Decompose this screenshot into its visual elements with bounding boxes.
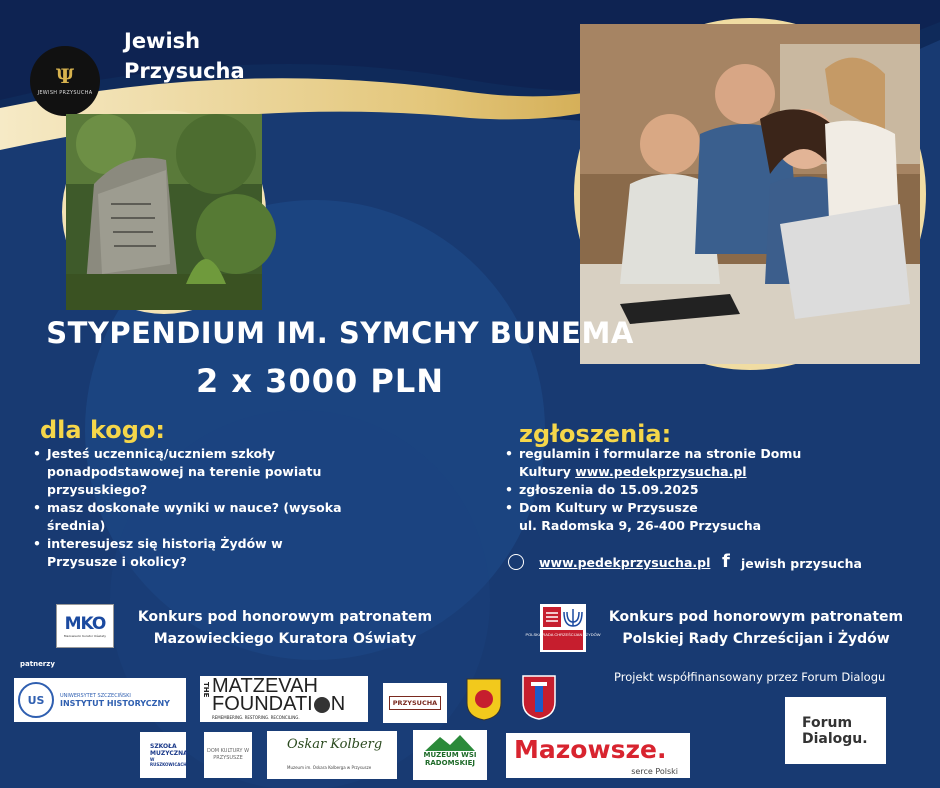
partner-kolberg-logo[interactable]: Oskar Kolberg Muzeum im. Oskara Kolberga w Przysusze [267, 731, 397, 779]
brand-line1: Jewish [124, 29, 201, 53]
menorah-icon: Ψ [55, 64, 75, 88]
address-line2: ul. Radomska 9, 26-400 Przysucha [519, 518, 762, 533]
for-whom-list [33, 445, 343, 571]
patronage-right-line1: Konkurs pod honorowym patronatem [608, 609, 904, 625]
patronage-right-line2: Polskiej Rady Chrześcijan i Żydów [622, 631, 890, 647]
list-item: • interesujesz się historią Żydów w Przysusze i okolicy? [33, 535, 343, 571]
matzevah-line1: MATZEVAH [212, 675, 318, 697]
brand-name [124, 26, 245, 86]
cofinanced-note: Projekt współfinansowany przez Forum Dialogu [614, 670, 886, 684]
przysucha-coat-of-arms [521, 674, 557, 720]
partner-muzeum-wsi-logo[interactable]: MUZEUM WSI RADOMSKIEJ [413, 730, 487, 780]
address-line1: Dom Kultury w Przysusze [519, 500, 698, 515]
forum-dialogu-logo[interactable] [785, 697, 886, 764]
list-item [505, 499, 805, 535]
partner-music-school-logo[interactable]: SZKOŁA MUZYCZNA W RUSZKOWICACH [140, 732, 186, 778]
list-item: • Jesteś uczennicą/uczniem szkoły ponadpodstawowej na terenie powiatu przysuskiego? [33, 445, 343, 499]
list-item [505, 445, 805, 481]
mko-logo: MKO Mazowiecki Kurator Oświaty [56, 604, 114, 648]
brand-line2: Przysucha [124, 59, 245, 83]
patronage-left-line2: Mazowieckiego Kuratora Oświaty [153, 631, 417, 647]
partner-przysucha-logo[interactable]: PRZYSUCHA [383, 683, 447, 723]
logo-caption: JEWISH PRZYSUCHA [37, 90, 93, 96]
prchiz-logo-caption: POLSKA RADA CHRZEŚCIJAN I ŻYDÓW [525, 632, 601, 637]
tombstone-photo [62, 110, 266, 314]
scholarship-amount: 2 x 3000 PLN [195, 362, 444, 400]
patronage-left [125, 606, 445, 650]
us-institute: INSTYTUT HISTORYCZNY [60, 698, 170, 708]
website-link[interactable]: www.pedekprzysucha.pl [539, 555, 711, 570]
matzevah-tag: REMEMBERING. RESTORING. RECONCILING. [212, 715, 300, 720]
applications-heading: zgłoszenia: [519, 420, 672, 448]
partner-matzevah-logo[interactable] [200, 676, 368, 722]
powiat-coat-of-arms [465, 677, 503, 721]
matzevah-the: THE [202, 682, 210, 698]
partners-label: patnerzy [20, 660, 55, 668]
partner-us-logo[interactable]: US UNIWERSYTET SZCZECIŃSKI INSTYTUT HISTORYCZNY [14, 678, 186, 722]
list-item: • zgłoszenia do 15.09.2025 [505, 481, 805, 499]
rules-text: regulamin i formularze na stronie Domu Kultury [519, 446, 802, 479]
rules-link[interactable]: www.pedekprzysucha.pl [575, 464, 747, 479]
applications-list [505, 445, 805, 535]
prchiz-logo [525, 604, 601, 652]
forum-line2: Dialogu. [802, 731, 868, 747]
matzevah-line2: FOUNDATI N [212, 693, 346, 715]
list-item: • masz doskonałe wyniki w nauce? (wysoka średnia) [33, 499, 343, 535]
partner-mazowsze-logo[interactable]: Mazowsze. serce Polski [506, 733, 690, 778]
facebook-link[interactable]: jewish przysucha [741, 556, 862, 571]
partner-dom-kultury-logo[interactable]: DOM KULTURY W PRZYSUSZE [204, 732, 252, 778]
patronage-right [596, 606, 916, 650]
us-name: UNIWERSYTET SZCZECIŃSKI [60, 692, 131, 699]
forum-line1: Forum [802, 715, 853, 731]
globe-icon [508, 554, 524, 570]
patronage-left-line1: Konkurs pod honorowym patronatem [137, 609, 433, 625]
facebook-icon: f [722, 551, 730, 572]
page-title: STYPENDIUM IM. SYMCHY BUNEMA [46, 316, 634, 350]
jewish-przysucha-logo [30, 46, 100, 116]
for-whom-heading: dla kogo: [40, 416, 166, 444]
